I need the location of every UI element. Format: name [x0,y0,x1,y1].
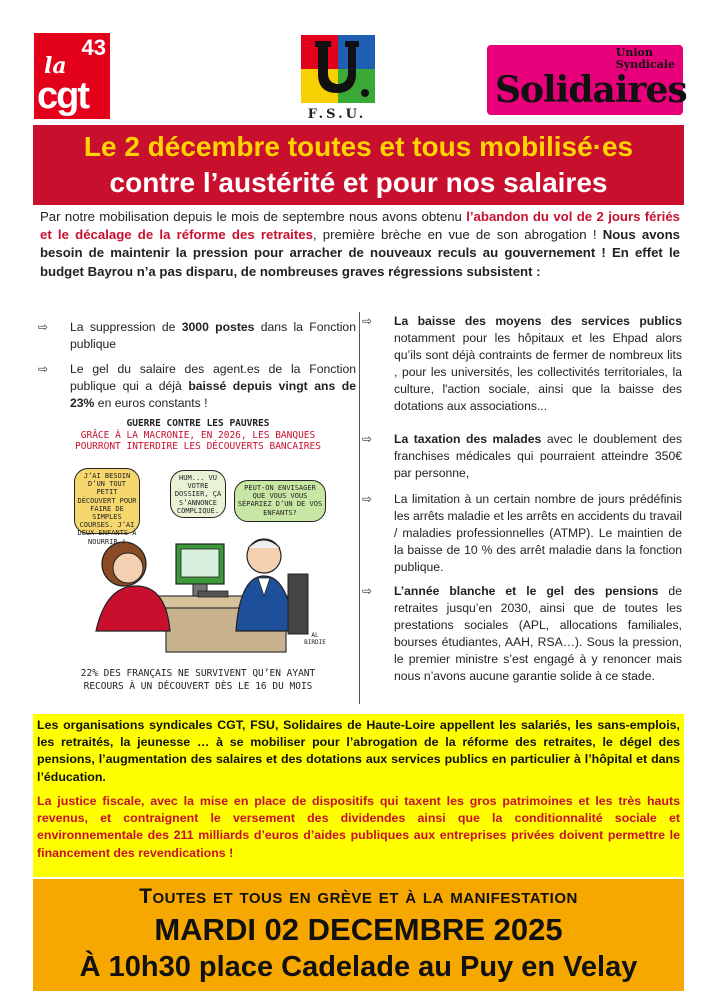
list-item-bold: L’année blanche et le gel des pensions [394,584,659,598]
speech-bubble: PEUT-ON ENVISAGER QUE VOUS VOUS SÉPARIEZ D’UN DE VOS ENFANTS? [234,480,326,522]
fsu-logo-name: F.S.U. [307,107,367,122]
list-item-post: de retraites jusqu’en 2030, ainsi que de toutes les prestations sociales (APL, allocations familiales, bourses étudiantes, AAH, RSA…). Sous la pression, le premier ministre s’est engagé à y renoncer mais nous n’avons aucune garantie solide à ce stade. [394,584,682,683]
list-item [38,319,356,353]
headline-line1: Le 2 décembre toutes et tous mobilisé·es [83,131,634,162]
list-item-post: en euros constants ! [94,396,208,410]
cartoon-title: GUERRE CONTRE LES PAUVRES [126,418,270,429]
list-item-bold: La taxation des malades [394,432,542,446]
arrow-icon: ⇨ [362,584,373,598]
list-item-post: notamment pour les hôpitaux et les Ehpad alors qu’ils sont déjà contraints de fermer de nombreux lits , pour les universités, les collectivités territoriales, la culture, l'action sociale, ainsi que la baisse des dotations aux associations... [394,331,682,413]
cgt-logo-number: 43 [81,35,106,60]
strike-slogan: Toutes et tous en grève et à la manifestation [139,885,578,908]
list-item-post: avec le doublement des franchises médicales qui pourraient atteindre 350€ par personne, [394,432,682,480]
cartoon-caption: RECOURS À UN DÉCOUVERT DÈS LE 16 DU MOIS [83,681,313,692]
list-item-pre: La suppression de [70,320,182,334]
cartoon-subtitle: GRÂCE À LA MACRONIE, EN 2026, LES BANQUES [80,430,316,441]
headline-line2: contre l’austérité et pour nos salaires [109,167,608,198]
list-item-bold: La baisse des moyens des services publics [394,314,682,328]
fsu-logo [293,33,381,125]
list-item-text [394,583,682,685]
speech-bubble: HUM... VU VOTRE DOSSIER, ÇA S’ANNONCE COMPLIQUÉ. [170,470,226,518]
list-item [362,491,682,577]
list-item [362,313,682,423]
strike-date: MARDI 02 DECEMBRE 2025 [154,912,563,947]
arrow-icon: ⇨ [362,432,373,446]
column-divider [359,312,360,704]
list-item-bold: baissé depuis vingt ans de 23% [70,379,356,410]
list-item [362,583,682,703]
strike-announcement [33,879,684,991]
list-item-text [394,431,682,482]
cgt-logo-la: la [44,53,67,79]
cgt-logo [34,33,110,119]
cartoon-subtitle: POURRONT INTERDIRE LES DÉCOUVERTS BANCAIRES [75,441,321,452]
list-item-bold: 3000 postes [181,320,255,334]
solidaires-union-word: Union [615,46,653,59]
list-item-text [70,319,356,353]
cgt-logo-name: cgt [37,75,88,117]
list-item-post: dans la Fonction publique [70,320,356,351]
unions-call-paragraph: Les organisations syndicales CGT, FSU, Solidaires de Haute-Loire appellent les salariés, les sans-emplois, les retraités, la jeunesse … à se mobiliser pour l’abrogation de la réforme des retraites, le dégel des pensions, l’augmentation des salaires et des dotations aux services publics en particulier à l’hôpital et dans l’éducation. [37,718,680,784]
solidaires-logo [487,45,687,115]
intro-bold: Nous avons besoin de maintenir la pression pour arracher de nouveaux reculs au gouvernement ! En effet le budget Bayrou n’a pas disparu, de nombreuses graves régressions subsistent : [40,227,680,279]
arrow-icon: ⇨ [362,492,373,506]
cartoon-signature: AL BIRDIE [304,632,326,646]
tax-justice-paragraph: La justice fiscale, avec la mise en place de dispositifs qui taxent les gros patrimoines et les très hauts revenus, et contraignent le versement des dividendes ainsi que la conditionnalité sociale et environnementale des 211 milliards d’euros d’aides publiques aux entreprises privées doivent permettre le financement des revendications ! [37,794,680,860]
solidaires-logo-name: Solidaires [495,69,687,111]
intro-paragraph [40,208,680,281]
intro-highlight: l’abandon du vol de 2 jours fériés et le décalage de la réforme des retraites [40,209,680,243]
list-item-text [394,313,682,415]
list-item-text [394,491,682,576]
solidaires-logo-union [616,47,675,71]
strike-location: À 10h30 place Cadelade au Puy en Velay [79,951,638,983]
list-item [362,431,682,483]
intro-part1: Par notre mobilisation depuis le mois de septembre nous avons obtenu [40,209,467,224]
headline-banner [33,125,684,205]
intro-part2: , première brèche en vue de son abrogation ! [312,227,603,243]
speech-bubble: J’AI BESOIN D’UN TOUT PETIT DÉCOUVERT POUR FAIRE DE SIMPLES COURSES. J’AI DEUX ENFANTS À NOURRIR ! [74,468,140,534]
arrow-icon: ⇨ [38,320,49,334]
call-to-action-box [33,714,684,877]
arrow-icon: ⇨ [362,314,373,328]
cartoon-caption: 22% DES FRANÇAIS NE SURVIVENT QU’EN AYANT [80,668,316,679]
list-item-pre: Le gel du salaire des agent.es de la Fonction publique qui a déjà [70,362,356,393]
list-item-text [70,361,356,412]
fsu-logo-mark [301,35,375,103]
cartoon-illustration [56,418,340,696]
list-item [38,361,356,413]
list-item-post: La limitation à un certain nombre de jours prédéfinis les arrêts maladie et les arrêts en accidents du travail / maladies professionnelles (ATMP). Le maintien de la baisse de 10 % des arrêt maladie dans la fonction publique. [394,492,682,574]
solidaires-syndicale-word: Syndicale [615,58,675,71]
arrow-icon: ⇨ [38,362,49,376]
